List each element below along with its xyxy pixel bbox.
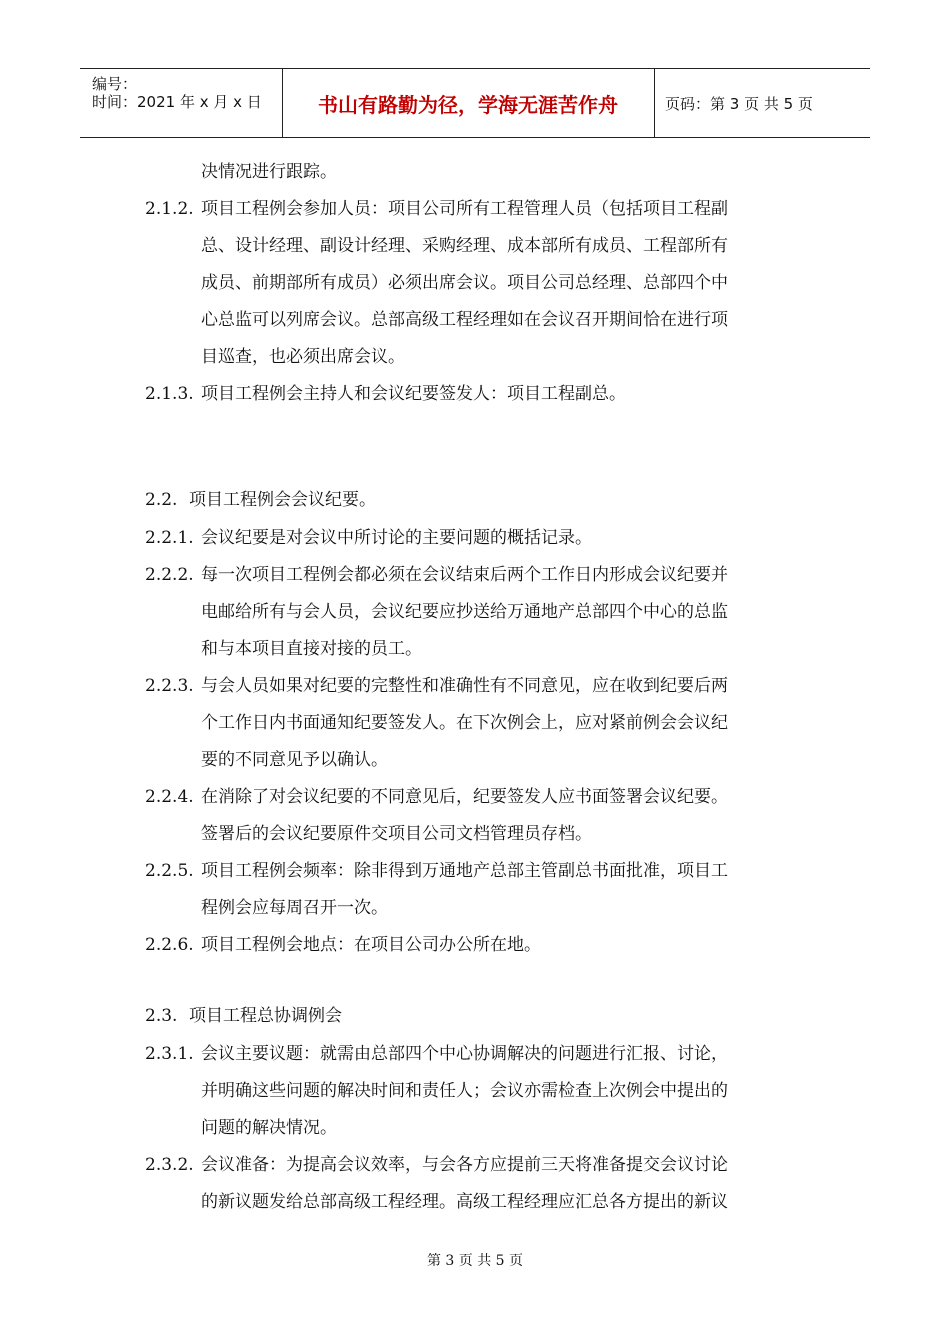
header-motto: 书山有路勤为径，学海无涯苦作舟 xyxy=(318,92,618,117)
section-number: 2.2.5. xyxy=(145,861,194,881)
section-number: 2.1.2. xyxy=(145,199,194,219)
line-text: 心总监可以列席会议。总部高级工程经理如在会议召开期间恰在进行项 xyxy=(201,310,728,330)
line-text: 决情况进行跟踪。 xyxy=(201,162,337,182)
line-text: 会议纪要是对会议中所讨论的主要问题的概括记录。 xyxy=(201,528,592,548)
line-text: 在消除了对会议纪要的不同意见后，纪要签发人应书面签署会议纪要。 xyxy=(201,787,728,807)
line-text: 项目工程例会频率：除非得到万通地产总部主管副总书面批准，项目工 xyxy=(201,861,728,881)
line-text: 总、设计经理、副设计经理、采购经理、成本部所有成员、工程部所有 xyxy=(201,236,728,256)
line-text: 项目工程例会主持人和会议纪要签发人：项目工程副总。 xyxy=(201,384,626,404)
line-text: 和与本项目直接对接的员工。 xyxy=(201,639,422,659)
section-title: 项目工程总协调例会 xyxy=(189,1006,342,1026)
line-text: 的新议题发给总部高级工程经理。高级工程经理应汇总各方提出的新议 xyxy=(201,1192,728,1212)
header-divider xyxy=(654,69,655,137)
section-number: 2.2.2. xyxy=(145,565,194,585)
line-text: 问题的解决情况。 xyxy=(201,1118,337,1138)
line-text: 并明确这些问题的解决时间和责任人；会议亦需检查上次例会中提出的 xyxy=(201,1081,728,1101)
document-header xyxy=(80,68,870,138)
line-text: 电邮给所有与会人员，会议纪要应抄送给万通地产总部四个中心的总监 xyxy=(201,602,728,622)
line-text: 签署后的会议纪要原件交项目公司文档管理员存档。 xyxy=(201,824,592,844)
header-page-number: 页码：第 3 页 共 5 页 xyxy=(665,95,813,113)
document-date-label: 时间：2021 年 x 月 x 日 xyxy=(92,93,262,111)
section-number: 2.2.3. xyxy=(145,676,194,696)
line-text: 程例会应每周召开一次。 xyxy=(201,898,388,918)
line-text: 与会人员如果对纪要的完整性和准确性有不同意见，应在收到纪要后两 xyxy=(201,676,728,696)
line-text: 会议准备：为提高会议效率，与会各方应提前三天将准备提交会议讨论 xyxy=(201,1155,728,1175)
section-number: 2.2.6. xyxy=(145,935,194,955)
line-text: 项目工程例会参加人员：项目公司所有工程管理人员（包括项目工程副 xyxy=(201,199,728,219)
line-text: 要的不同意见予以确认。 xyxy=(201,750,388,770)
line-text: 每一次项目工程例会都必须在会议结束后两个工作日内形成会议纪要并 xyxy=(201,565,728,585)
header-meta xyxy=(80,69,282,137)
section-number: 2.3.1. xyxy=(145,1044,194,1064)
section-number: 2.1.3. xyxy=(145,384,194,404)
line-text: 会议主要议题：就需由总部四个中心协调解决的问题进行汇报、讨论， xyxy=(201,1044,728,1064)
page-footer: 第 3 页 共 5 页 xyxy=(426,1253,524,1269)
document-number-label: 编号： xyxy=(92,75,138,93)
section-number: 2.3. xyxy=(145,1006,178,1026)
section-number: 2.2.4. xyxy=(145,787,194,807)
section-number: 2.2.1. xyxy=(145,528,194,548)
line-text: 成员、前期部所有成员）必须出席会议。项目公司总经理、总部四个中 xyxy=(201,273,728,293)
section-number: 2.3.2. xyxy=(145,1155,194,1175)
section-number: 2.2. xyxy=(145,490,178,510)
line-text: 个工作日内书面通知纪要签发人。在下次例会上，应对紧前例会会议纪 xyxy=(201,713,728,733)
line-text: 项目工程例会地点：在项目公司办公所在地。 xyxy=(201,935,541,955)
section-title: 项目工程例会会议纪要。 xyxy=(189,490,376,510)
line-text: 目巡查，也必须出席会议。 xyxy=(201,347,405,367)
